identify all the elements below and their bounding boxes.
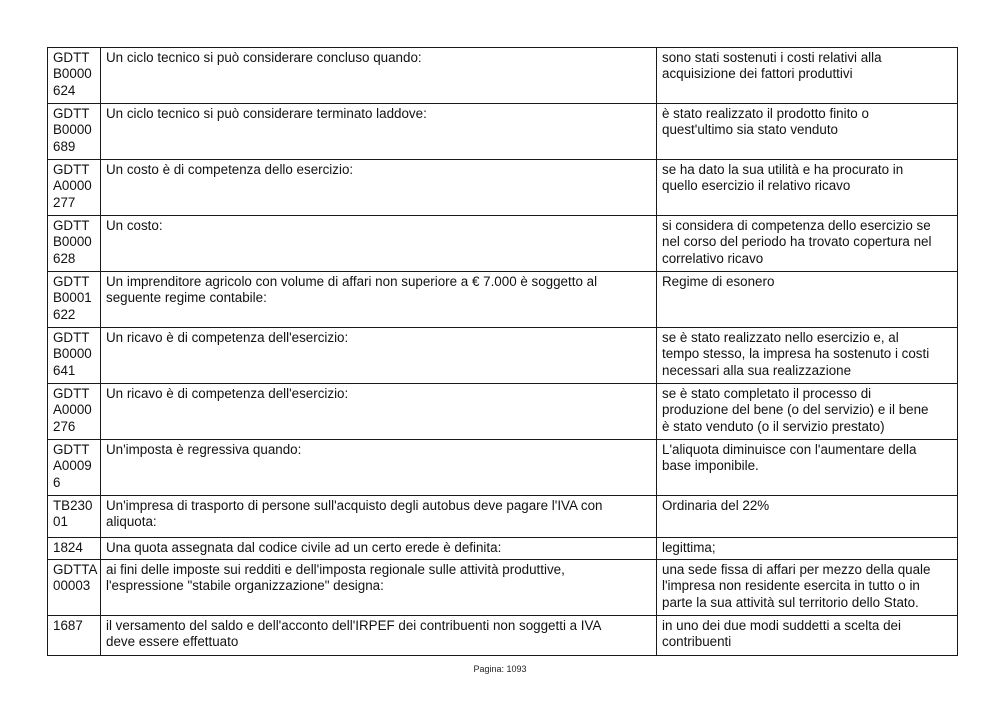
question-code-cell: GDTTA 00003 xyxy=(48,560,101,616)
question-code-cell: GDTT B0000 628 xyxy=(48,216,101,272)
question-cell: ai fini delle imposte sui redditi e dell'imposta regionale sulle attività produttive, l'espressione "stabile organizzazione" designa: xyxy=(101,560,657,616)
question-code-cell: 1824 xyxy=(48,538,101,560)
answer-cell: sono stati sostenuti i costi relativi alla acquisizione dei fattori produttivi xyxy=(657,48,958,104)
table-row xyxy=(48,272,958,328)
question-code-cell: GDTT A0000 277 xyxy=(48,160,101,216)
question-cell: Un imprenditore agricolo con volume di affari non superiore a € 7.000 è soggetto al seguente regime contabile: xyxy=(101,272,657,328)
question-code-cell: GDTT B0000 624 xyxy=(48,48,101,104)
question-code-cell: GDTT A0009 6 xyxy=(48,440,101,496)
page-number: Pagina: 1093 xyxy=(473,664,527,674)
answer-cell: è stato realizzato il prodotto finito o quest'ultimo sia stato venduto xyxy=(657,104,958,160)
table-row xyxy=(48,440,958,496)
answer-cell: Ordinaria del 22% xyxy=(657,496,958,538)
question-code-cell: GDTT B0000 689 xyxy=(48,104,101,160)
question-cell: Una quota assegnata dal codice civile ad un certo erede è definita: xyxy=(101,538,657,560)
answer-cell: legittima; xyxy=(657,538,958,560)
question-cell: Un costo: xyxy=(101,216,657,272)
table-row xyxy=(48,216,958,272)
questions-table-body xyxy=(48,48,958,656)
question-code-cell: GDTT B0000 641 xyxy=(48,328,101,384)
question-cell: Un costo è di competenza dello esercizio: xyxy=(101,160,657,216)
answer-cell: se è stato realizzato nello esercizio e, al tempo stesso, la impresa ha sostenuto i costi necessari alla sua realizzazione xyxy=(657,328,958,384)
question-cell: Un ricavo è di competenza dell'esercizio: xyxy=(101,328,657,384)
question-code-cell: GDTT B0001 622 xyxy=(48,272,101,328)
table-row xyxy=(48,496,958,538)
answer-cell: si considera di competenza dello esercizio se nel corso del periodo ha trovato copertura nel correlativo ricavo xyxy=(657,216,958,272)
question-cell: Un'imposta è regressiva quando: xyxy=(101,440,657,496)
question-cell: Un ciclo tecnico si può considerare concluso quando: xyxy=(101,48,657,104)
answer-cell: Regime di esonero xyxy=(657,272,958,328)
answer-cell: se ha dato la sua utilità e ha procurato in quello esercizio il relativo ricavo xyxy=(657,160,958,216)
question-cell: Un ricavo è di competenza dell'esercizio: xyxy=(101,384,657,440)
table-row xyxy=(48,48,958,104)
table-row xyxy=(48,104,958,160)
table-row xyxy=(48,328,958,384)
table-row xyxy=(48,160,958,216)
questions-table xyxy=(47,47,958,656)
question-code-cell: 1687 xyxy=(48,616,101,656)
answer-cell: se è stato completato il processo di produzione del bene (o del servizio) e il bene è stato venduto (o il servizio prestato) xyxy=(657,384,958,440)
table-row xyxy=(48,616,958,656)
question-cell: il versamento del saldo e dell'acconto dell'IRPEF dei contribuenti non soggetti a IVA deve essere effettuato xyxy=(101,616,657,656)
table-row xyxy=(48,560,958,616)
answer-cell: una sede fissa di affari per mezzo della quale l'impresa non residente esercita in tutto o in parte la sua attività sul territorio dello Stato. xyxy=(657,560,958,616)
question-code-cell: GDTT A0000 276 xyxy=(48,384,101,440)
question-cell: Un ciclo tecnico si può considerare terminato laddove: xyxy=(101,104,657,160)
answer-cell: L'aliquota diminuisce con l'aumentare della base imponibile. xyxy=(657,440,958,496)
question-cell: Un'impresa di trasporto di persone sull'acquisto degli autobus deve pagare l'IVA con aliquota: xyxy=(101,496,657,538)
answer-cell: in uno dei due modi suddetti a scelta dei contribuenti xyxy=(657,616,958,656)
question-code-cell: TB230 01 xyxy=(48,496,101,538)
table-row xyxy=(48,538,958,560)
table-row xyxy=(48,384,958,440)
